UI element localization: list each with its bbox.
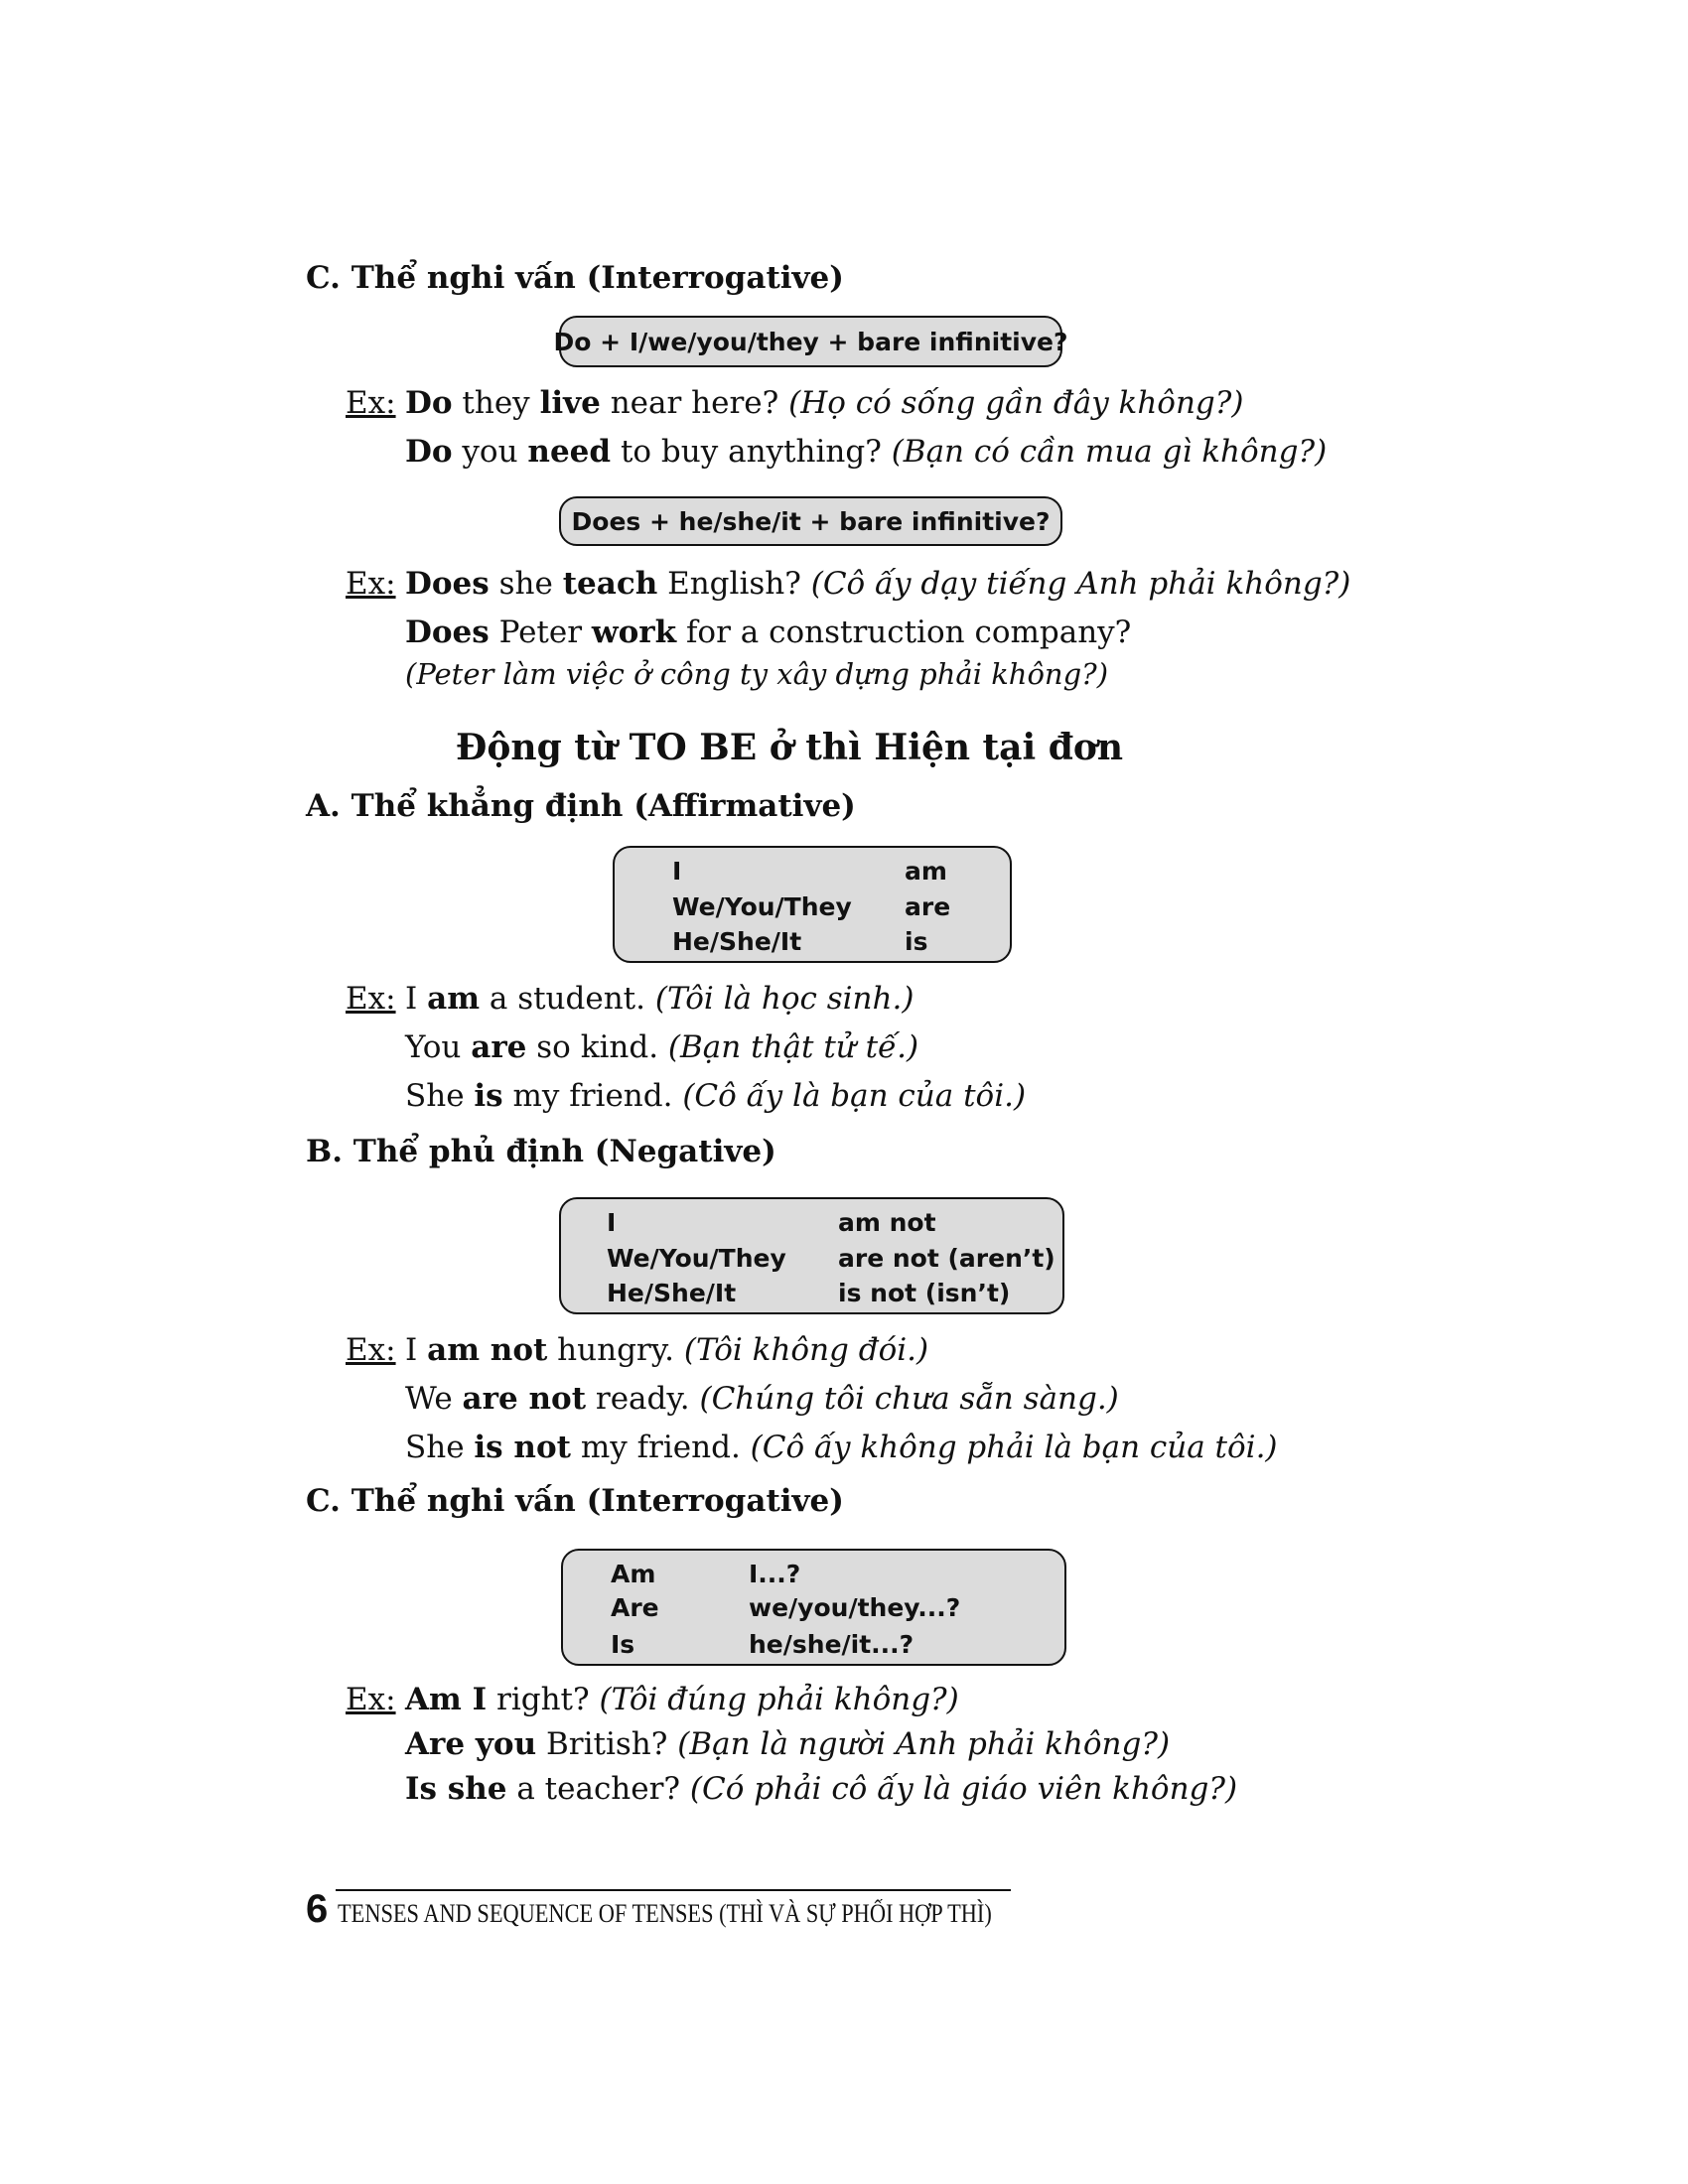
example-sentence: She is not my friend. (Cô ấy không phải là bạn của tôi.) [405,1430,1278,1465]
formula-box-do [553,316,1068,367]
table-verb: am [905,857,947,886]
table-subject: We/You/They [607,1244,786,1273]
table-verb: Are [611,1593,659,1622]
table-subject: We/You/They [672,892,852,921]
example-sentence: Does Peter work for a construction company? [405,614,1132,650]
example-sentence: I am not hungry. (Tôi không đói.) [405,1332,929,1368]
example-sentence: You are so kind. (Bạn thật tử tế.) [405,1029,919,1065]
section-heading-affirmative: A. Thể khẳng định (Affirmative) [306,788,856,824]
table-subject: He/She/It [672,927,802,956]
page-title: Động từ TO BE ở thì Hiện tại đơn [455,727,1124,768]
formula-box-does [559,496,1062,546]
table-verb: is [905,927,928,956]
running-footer: TENSES AND SEQUENCE OF TENSES (THÌ VÀ SỰ PHỐI HỢP THÌ) [338,1899,992,1928]
table-subject: I [672,857,682,886]
table-subject: He/She/It [607,1279,737,1307]
example-label: Ex: [346,1682,396,1717]
table-verb: is not (isn’t) [838,1279,1011,1307]
conjugation-table-affirmative [613,846,1012,963]
example-sentence: She is my friend. (Cô ấy là bạn của tôi.) [405,1078,1027,1114]
example-label: Ex: [346,385,396,421]
table-subject: I...? [749,1560,801,1588]
example-sentence: Is she a teacher? (Có phải cô ấy là giáo viên không?) [405,1771,1238,1807]
table-verb: Am [611,1560,656,1588]
example-label: Ex: [346,1332,396,1368]
page-number: 6 [306,1887,329,1931]
example-sentence: Do they live near here? (Họ có sống gần đây không?) [405,385,1244,421]
table-verb: are not (aren’t) [838,1244,1055,1273]
example-sentence: Are you British? (Bạn là người Anh phải không?) [405,1726,1171,1762]
example-label: Ex: [346,981,396,1017]
example-translation: (Peter làm việc ở công ty xây dựng phải không?) [405,657,1109,691]
table-subject: he/she/it...? [749,1630,914,1659]
conjugation-table-interrogative [561,1549,1066,1666]
example-label: Ex: [346,566,396,602]
section-heading-interrogative: C. Thể nghi vấn (Interrogative) [306,1483,844,1519]
section-heading-interrogative: C. Thể nghi vấn (Interrogative) [306,260,844,296]
footer-rule [336,1889,1011,1891]
section-heading-negative: B. Thể phủ định (Negative) [306,1134,776,1169]
formula-text: Do + I/we/you/they + bare infinitive? [553,327,1068,356]
formula-text: Does + he/she/it + bare infinitive? [571,506,1051,536]
table-verb: Is [611,1630,635,1659]
table-subject: we/you/they...? [749,1593,961,1622]
table-verb: am not [838,1208,936,1237]
example-sentence: Do you need to buy anything? (Bạn có cần mua gì không?) [405,434,1328,470]
table-verb: are [905,892,951,921]
table-subject: I [607,1208,617,1237]
example-sentence: I am a student. (Tôi là học sinh.) [405,981,914,1017]
example-sentence: We are not ready. (Chúng tôi chưa sẵn sàng.) [405,1381,1119,1417]
example-sentence: Am I right? (Tôi đúng phải không?) [405,1682,959,1717]
example-sentence: Does she teach English? (Cô ấy dạy tiếng Anh phải không?) [405,566,1351,602]
conjugation-table-negative [559,1197,1064,1314]
